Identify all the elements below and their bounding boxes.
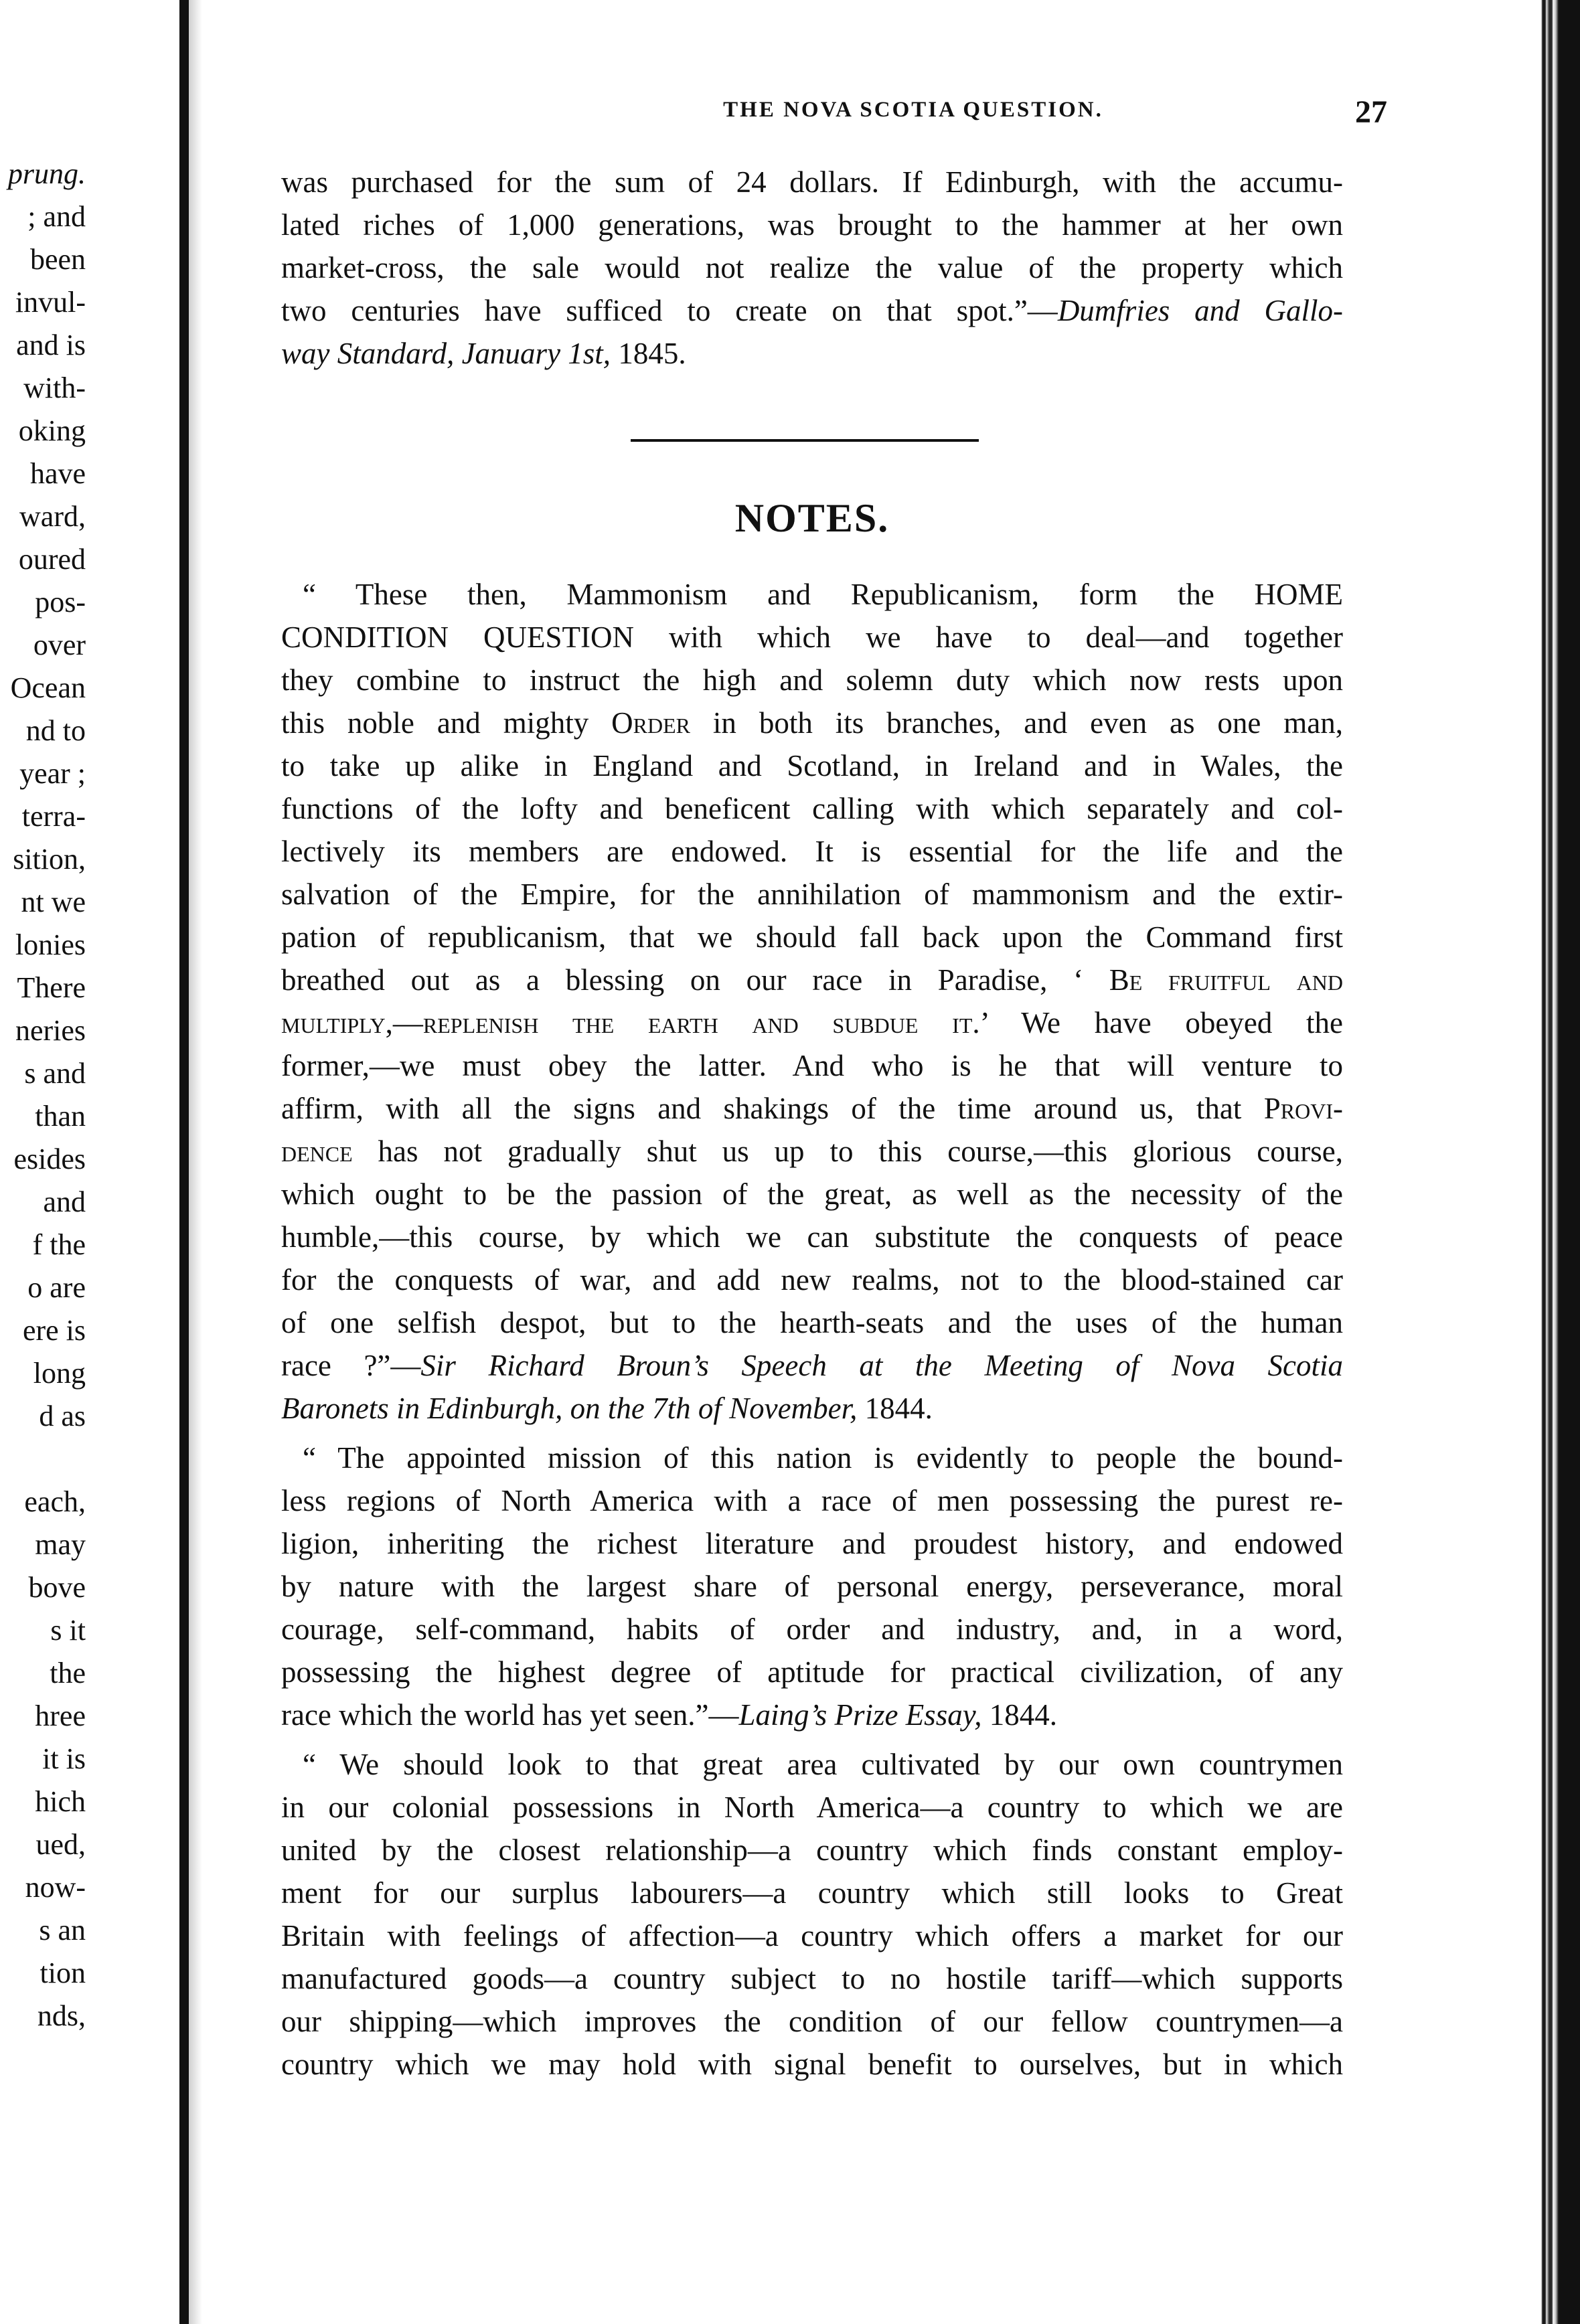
facing-page-line: been	[29, 243, 86, 276]
facing-page-line: year ;	[19, 757, 86, 790]
facing-page-line: s and	[24, 1057, 86, 1090]
notes-heading: NOTES.	[734, 496, 890, 540]
facing-page-line: bove	[28, 1571, 86, 1604]
facing-page-line: oured	[18, 543, 86, 576]
citation-year: 1844.	[857, 1392, 933, 1425]
facing-page-line: lonies	[15, 928, 86, 961]
text-span: ’ We have obeyed the	[979, 1006, 1344, 1040]
facing-page-line: sition,	[13, 843, 86, 876]
facing-page-line: s it	[50, 1614, 86, 1647]
text-line	[281, 1786, 1343, 1829]
citation: Dumfries and Gallo-	[1057, 294, 1343, 327]
text-span: former,—we must obey the latter. And who is he that will venture to	[281, 1049, 1343, 1082]
section-divider	[631, 439, 979, 442]
text-line	[281, 1344, 1343, 1387]
text-span: to take up alike in England and Scotland, in Ireland and in Wales, the	[281, 749, 1343, 782]
text-span: humble,—this course, by which we can substitute the conquests of peace	[281, 1220, 1343, 1254]
text-line	[281, 1872, 1343, 1914]
text-span: has not gradually shut us up to this course,—this glorious course,	[352, 1135, 1343, 1168]
text-line	[281, 1044, 1343, 1087]
facing-page-line: Ocean	[10, 671, 86, 704]
text-span: possessing the highest degree of aptitude for practical civilization, of any	[281, 1655, 1343, 1689]
text-span: two centuries have sufficed to create on that spot.”—	[281, 294, 1058, 327]
text-line	[281, 161, 1343, 203]
text-span: in both its branches, and even as one man,	[690, 706, 1343, 740]
facing-page-line: oking	[18, 414, 86, 447]
text-line	[281, 1173, 1343, 1216]
text-span: our shipping—which improves the condition of our fellow countrymen—a	[281, 2005, 1343, 2038]
text-line	[281, 1957, 1343, 2000]
text-line	[281, 744, 1343, 787]
text-line	[281, 2000, 1343, 2043]
text-span: lectively its members are endowed. It is essential for the life and the	[281, 835, 1343, 868]
text-line	[281, 1216, 1343, 1258]
text-span: less regions of North America with a race of men possessing the purest re-	[281, 1484, 1343, 1517]
text-span: affirm, with all the signs and shakings of the time around us, that	[281, 1092, 1264, 1125]
text-span: “ The appointed mission of this nation is evidently to people the bound-	[303, 1441, 1343, 1475]
facing-page-line: nt we	[21, 886, 86, 918]
small-caps-text: Provi-	[1263, 1092, 1343, 1125]
facing-page-line: have	[29, 457, 86, 490]
text-span: Britain with feelings of affection—a country which offers a market for our	[281, 1919, 1343, 1953]
text-line	[303, 1436, 1343, 1479]
facing-page-line: ward,	[19, 500, 86, 533]
facing-page-line: it is	[42, 1742, 86, 1775]
facing-page-line: each,	[24, 1485, 86, 1518]
text-span: ment for our surplus labourers—a country which still looks to Great	[281, 1876, 1343, 1910]
facing-page-line: There	[17, 971, 86, 1004]
text-line	[281, 787, 1343, 830]
citation-year: 1844.	[981, 1698, 1057, 1732]
text-line	[281, 616, 1343, 659]
text-line	[281, 246, 1343, 289]
text-line	[281, 332, 1343, 375]
text-line	[281, 1914, 1343, 1957]
text-line	[281, 959, 1343, 1001]
text-span: country which we may hold with signal benefit to ourselves, but in which	[281, 2048, 1343, 2081]
facing-page-line: now-	[25, 1871, 86, 1904]
text-span: manufactured goods—a country subject to no hostile tariff—which supports	[281, 1962, 1343, 1995]
text-span: this noble and mighty	[281, 706, 612, 740]
text-line	[281, 1387, 1343, 1430]
text-span: of one selfish despot, but to the hearth-seats and the uses of the human	[281, 1306, 1343, 1339]
facing-page-line: the	[50, 1657, 86, 1689]
text-span: functions of the lofty and beneficent calling with which separately and col-	[281, 792, 1343, 825]
text-line	[281, 2043, 1343, 2086]
facing-page-line: neries	[15, 1014, 86, 1047]
small-caps-text: Be fruitful and	[1109, 963, 1344, 997]
text-line	[281, 659, 1343, 701]
citation: Sir Richard Broun’s Speech at the Meeting of Nova Scotia	[420, 1349, 1343, 1382]
facing-page-line: esides	[13, 1143, 86, 1175]
small-caps-text: dence	[281, 1135, 353, 1168]
text-span: which ought to be the passion of the great, as well as the necessity of the	[281, 1177, 1343, 1211]
facing-page-line: nds,	[37, 1999, 86, 2032]
facing-page-line: s an	[39, 1914, 86, 1946]
text-line	[281, 1565, 1343, 1608]
facing-page-line: f the	[32, 1228, 86, 1261]
text-line	[281, 1479, 1343, 1522]
facing-page-line: and is	[16, 329, 86, 361]
facing-page-line: may	[35, 1528, 86, 1561]
citation-year: 1845.	[611, 337, 686, 370]
text-span: CONDITION QUESTION with which we have to deal—and together	[281, 620, 1343, 654]
spine-shadow	[189, 0, 202, 2324]
page-number: 27	[1355, 94, 1387, 130]
facing-page-line: over	[33, 629, 86, 661]
text-span: courage, self-command, habits of order and industry, and, in a word,	[281, 1612, 1343, 1646]
text-span: lated riches of 1,000 generations, was brought to the hammer at her own	[281, 208, 1343, 242]
text-line	[281, 1087, 1343, 1130]
text-line	[281, 830, 1343, 873]
citation: Baronets in Edinburgh, on the 7th of November,	[281, 1392, 858, 1425]
text-span: pation of republicanism, that we should fall back upon the Command first	[281, 920, 1343, 954]
text-span: race ?”—	[281, 1349, 421, 1382]
running-head: THE NOVA SCOTIA QUESTION.	[723, 98, 1103, 122]
text-line	[281, 1829, 1343, 1872]
small-caps-text: Order	[611, 706, 690, 740]
text-line	[303, 1743, 1343, 1786]
text-line	[281, 1301, 1343, 1344]
facing-page-line: terra-	[21, 800, 86, 833]
facing-page-line: nd to	[25, 714, 86, 747]
facing-page-line: o are	[27, 1271, 86, 1304]
facing-page-line: tion	[40, 1957, 86, 1989]
facing-page-line: invul-	[15, 286, 86, 319]
facing-page-line: than	[35, 1100, 86, 1133]
text-span: for the conquests of war, and add new realms, not to the blood-stained car	[281, 1263, 1343, 1297]
facing-page-line: prung.	[7, 157, 86, 190]
text-line	[281, 1522, 1343, 1565]
text-span: was purchased for the sum of 24 dollars. If Edinburgh, with the accumu-	[281, 165, 1343, 199]
facing-page-line: d as	[39, 1400, 86, 1432]
text-line	[281, 1130, 1343, 1173]
facing-page-line: ued,	[35, 1828, 86, 1861]
book-gutter	[179, 0, 189, 2324]
facing-page-fragment	[0, 0, 179, 2324]
text-line	[281, 701, 1343, 744]
text-line	[281, 203, 1343, 246]
text-line	[281, 1693, 1343, 1736]
text-line	[281, 1258, 1343, 1301]
facing-page-line: hich	[35, 1785, 86, 1818]
facing-page-line: hree	[35, 1699, 86, 1732]
text-span: race which the world has yet seen.”—	[281, 1698, 739, 1732]
text-span: market-cross, the sale would not realize the value of the property which	[281, 251, 1343, 284]
citation: Laing’s Prize Essay,	[738, 1698, 982, 1732]
text-span: united by the closest relationship—a country which finds constant employ-	[281, 1833, 1343, 1867]
text-line	[281, 1608, 1343, 1651]
text-line	[281, 1001, 1343, 1044]
text-span: they combine to instruct the high and solemn duty which now rests upon	[281, 663, 1343, 697]
text-span: “ We should look to that great area cultivated by our own countrymen	[303, 1748, 1343, 1781]
book-page	[202, 0, 1533, 2324]
citation: way Standard, January 1st,	[281, 337, 611, 370]
text-line	[281, 289, 1343, 332]
facing-page-line: with-	[23, 371, 86, 404]
facing-page-line: ere is	[22, 1314, 86, 1347]
small-caps-text: multiply,—replenish the earth and subdue it.	[281, 1006, 980, 1040]
text-line	[281, 916, 1343, 959]
text-span: by nature with the largest share of personal energy, perseverance, moral	[281, 1570, 1343, 1603]
text-line	[281, 1651, 1343, 1693]
facing-page-line: and	[43, 1185, 86, 1218]
text-line	[303, 573, 1343, 616]
text-span: ligion, inheriting the richest literature and proudest history, and endowed	[281, 1527, 1343, 1560]
text-line	[281, 873, 1343, 916]
facing-page-line: ; and	[27, 200, 86, 233]
text-span: in our colonial possessions in North America—a country to which we are	[281, 1791, 1343, 1824]
text-span: breathed out as a blessing on our race in Paradise, ‘	[281, 963, 1109, 997]
text-span: salvation of the Empire, for the annihilation of mammonism and the extir-	[281, 878, 1343, 911]
facing-page-line: pos-	[35, 586, 86, 618]
page-edge	[1533, 0, 1580, 2324]
text-span: “ These then, Mammonism and Republicanism, form the HOME	[303, 578, 1343, 611]
facing-page-line: long	[33, 1357, 86, 1390]
